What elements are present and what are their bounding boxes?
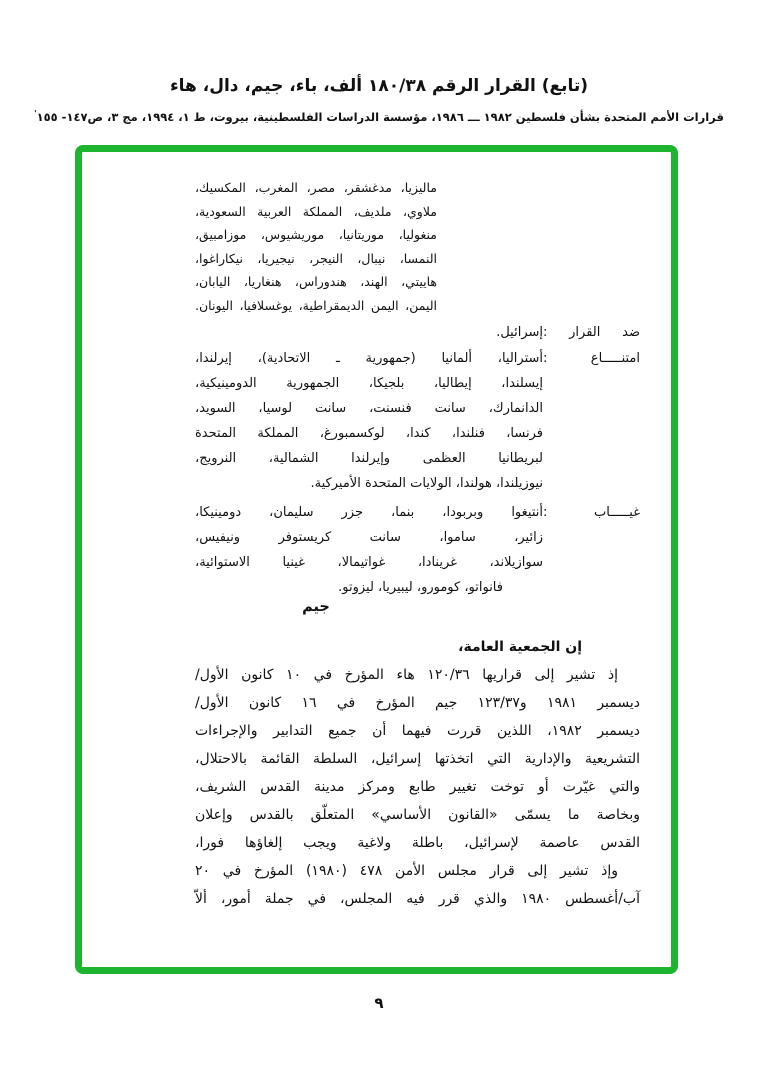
country-list-line: اليمن، اليمن الديمقراطية، يوغسلافيا، اليونان. (195, 297, 437, 313)
country-list-line: ملاوي، ملديف، المملكة العربية السعودية، (195, 203, 437, 219)
assembly-intro-line: إن الجمعية العامة، (458, 639, 582, 655)
source-citation-text: قرارات الأمم المتحدة بشأن فلسطين ١٩٨٢ ـــ ١٩٨٦، مؤسسة الدراسات الفلسطينية، بيروت، ط ١، ١٩٩٤، مج ٣، ص١٤٧- ١٥٥ (36, 109, 724, 124)
abstain-first-line: أستراليا، ألمانيا (جمهورية ـ الاتحادية)، إيرلندا، (195, 351, 543, 366)
against-label: ضد القرار : (543, 325, 640, 340)
body-line: التشريعية والإدارية التي اتخذتها إسرائيل، السلطة القائمة بالاحتلال، (195, 751, 640, 767)
section-heading-jeem: جيم (302, 599, 330, 615)
source-citation (0, 109, 758, 124)
country-list-line: النمسا، نيبال، النيجر، نيجيريا، نيكاراغوا، (195, 250, 437, 266)
absent-label: غيـــــاب : (543, 505, 640, 520)
abstain-block (195, 346, 640, 496)
against-value: إسرائيل. (496, 325, 543, 340)
absent-block (195, 500, 640, 600)
country-list-line: ماليزيا، مدغشقر، مصر، المغرب، المكسيك، (195, 180, 437, 195)
country-list-line: منغوليا، موريتانيا، موريشيوس، موزامبيق، (195, 227, 437, 242)
body-line: وبخاصة ما يسمّى «القانون الأساسي» المتعلّق بالقدس وإعلان (195, 807, 640, 823)
against-row (195, 320, 640, 345)
body-line: القدس عاصمة لإسرائيل، باطلة ولاغية ويجب إلغاؤها فورا، (195, 835, 640, 851)
body-line: وإذ تشير إلى قرار مجلس الأمن ٤٧٨ (١٩٨٠) المؤرخ في ٢٠ (195, 863, 618, 879)
body-line: إذ تشير إلى قراريها ١٢٠/٣٦ هاء المؤرخ في ١٠ كانون الأول/ (195, 667, 618, 683)
page-title: (تابع) القرار الرقم ١٨٠/٣٨ ألف، باء، جيم، دال، هاء (169, 76, 589, 96)
resolution-body (195, 633, 640, 913)
abstain-line: لبريطانيا العظمى وإيرلندا الشمالية، النرويج، (195, 451, 543, 466)
abstain-line: فرنسا، فنلندا، كندا، لوكسمبورغ، المملكة المتحدة (195, 426, 543, 441)
absent-line: فانواتو، كومورو، ليبيريا، ليزوتو. (338, 580, 503, 595)
abstain-line: نيوزيلندا، هولندا، الولايات المتحدة الأميركية. (310, 476, 543, 491)
in-favour-continued-list (195, 176, 437, 317)
absent-first-line: أنتيغوا وبربودا، بنما، جزر سليمان، دومينيكا، (195, 505, 543, 520)
page-number: ٩ (374, 994, 384, 1012)
country-list-line: هاييتي، الهند، هندوراس، هنغاريا، اليابان، (195, 274, 437, 289)
absent-line: زائير، ساموا، سانت كريستوفر ونيفيس، (195, 530, 543, 545)
footnote-mark: ' (34, 109, 37, 118)
abstain-line: الدانمارك، سانت فنسنت، سانت لوسيا، السويد، (195, 401, 543, 416)
body-line: والتي غيّرت أو توخت تغيير طابع ومركز مدينة القدس الشريف، (195, 779, 640, 795)
absent-line: سوازيلاند، غرينادا، غواتيمالا، غينيا الاستوائية، (195, 555, 543, 570)
body-line: ديسمبر ١٩٨١ و١٢٣/٣٧ جيم المؤرخ في ١٦ كانون الأول/ (195, 695, 640, 711)
abstain-line: إيسلندا، إيطاليا، بلجيكا، الجمهورية الدومينيكية، (195, 376, 543, 391)
body-line: ديسمبر ١٩٨٢، اللذين قررت فيهما أن جميع التدابير والإجراءات (195, 723, 640, 739)
body-line: آب/أغسطس ١٩٨٠ والذي قرر فيه المجلس، في جملة أمور، ألاّ (195, 891, 640, 907)
abstain-label: امتنـــــاع : (543, 351, 640, 366)
